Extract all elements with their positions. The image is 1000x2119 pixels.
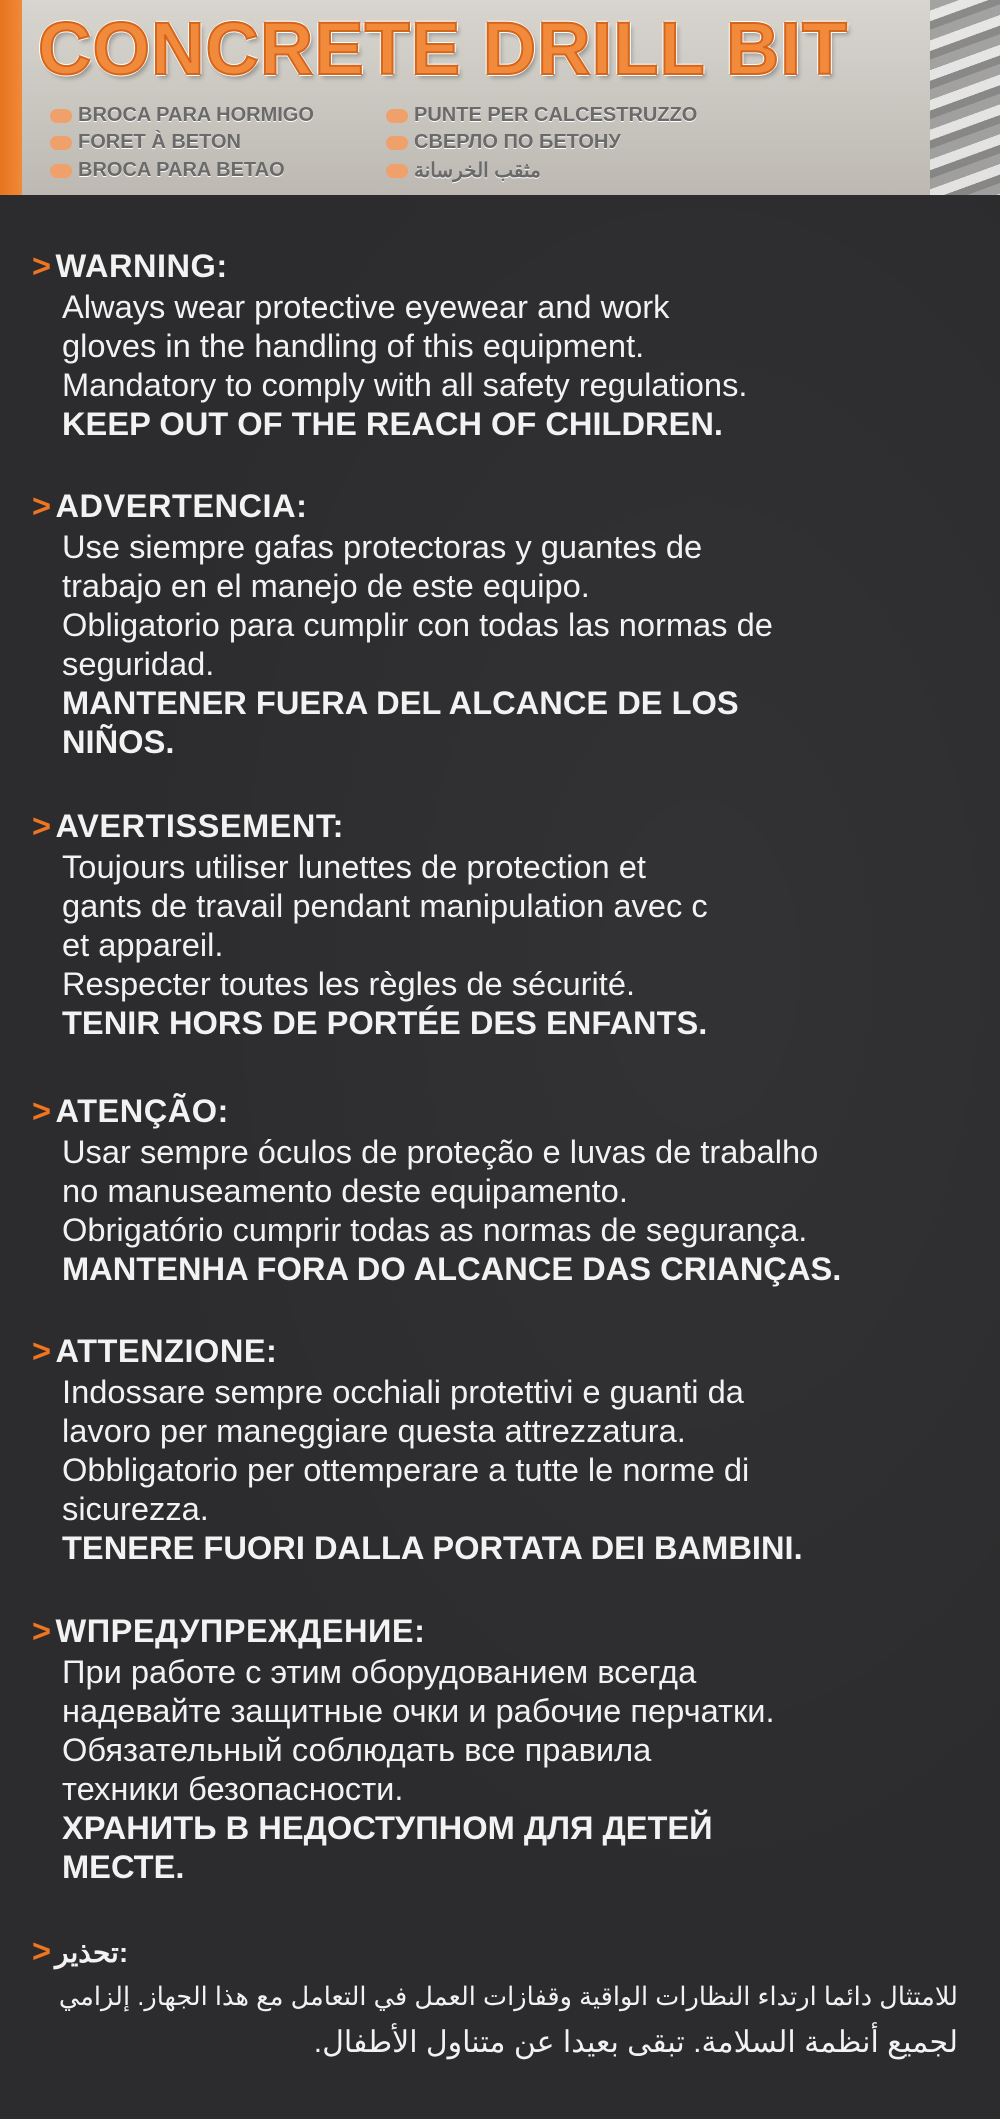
section-title: > ATENÇÃO: bbox=[32, 1093, 229, 1129]
chevron-right-icon: > bbox=[32, 248, 52, 284]
chevron-right-icon: > bbox=[32, 808, 52, 844]
translation-item: FORET À BETON bbox=[50, 131, 380, 154]
translation-item: مثقب الخرسانة bbox=[386, 158, 786, 183]
section-line: gants de travail pendant manipulation avec c bbox=[62, 887, 708, 924]
bullet-icon bbox=[50, 109, 72, 123]
section-bold-line: МЕСТЕ. bbox=[62, 1848, 185, 1885]
chevron-right-icon: > bbox=[32, 488, 52, 524]
title-translations bbox=[50, 104, 910, 183]
section-bold-line: TENIR HORS DE PORTÉE DES ENFANTS. bbox=[62, 1004, 708, 1041]
section-line: no manuseamento deste equipamento. bbox=[62, 1172, 628, 1209]
section-line: надевайте защитные очки и рабочие перчатки. bbox=[62, 1692, 775, 1729]
section-bold-line: ХРАНИТЬ В НЕДОСТУПНОМ ДЛЯ ДЕТЕЙ bbox=[62, 1809, 713, 1846]
bullet-icon bbox=[386, 136, 408, 150]
warning-section-en bbox=[32, 245, 972, 443]
orange-edge-stripe bbox=[0, 0, 22, 195]
section-line: Indossare sempre occhiali protettivi e guanti da bbox=[62, 1373, 744, 1410]
section-line: Obrigatório cumprir todas as normas de segurança. bbox=[62, 1211, 808, 1248]
section-line: trabajo en el manejo de este equipo. bbox=[62, 567, 590, 604]
section-title: > AVERTISSEMENT: bbox=[32, 808, 345, 844]
bullet-icon bbox=[386, 164, 408, 178]
section-line: Obligatorio para cumplir con todas las normas de bbox=[62, 606, 773, 643]
warnings-panel bbox=[0, 195, 1000, 2119]
section-line: et appareil. bbox=[62, 926, 224, 963]
warning-section-ar bbox=[32, 1930, 972, 2066]
section-line: lavoro per maneggiare questa attrezzatura. bbox=[62, 1412, 686, 1449]
section-line: sicurezza. bbox=[62, 1490, 209, 1527]
section-line: Обязательный соблюдать все правила bbox=[62, 1731, 652, 1768]
section-bold-line: KEEP OUT OF THE REACH OF CHILDREN. bbox=[62, 405, 723, 442]
warning-section-pt bbox=[32, 1090, 972, 1288]
section-bold-line: MANTENHA FORA DO ALCANCE DAS CRIANÇAS. bbox=[62, 1250, 842, 1287]
section-title: > WARNING: bbox=[32, 248, 228, 284]
bullet-icon bbox=[50, 164, 72, 178]
bullet-icon bbox=[50, 136, 72, 150]
chevron-right-icon: > bbox=[32, 1093, 52, 1129]
warning-section-fr bbox=[32, 805, 972, 1042]
section-line: لجميع أنظمة السلامة. تبقى بعيدا عن متناول الأطفال. bbox=[313, 2026, 958, 2059]
product-title: CONCRETE DRILL BIT bbox=[38, 7, 849, 90]
warning-section-it bbox=[32, 1330, 972, 1567]
warning-section-ru bbox=[32, 1610, 972, 1886]
bullet-icon bbox=[386, 109, 408, 123]
section-line: При работе с этим оборудованием всегда bbox=[62, 1653, 697, 1690]
section-line: Obbligatorio per ottemperare a tutte le norme di bbox=[62, 1451, 750, 1488]
product-header bbox=[0, 0, 1000, 195]
section-line: Usar sempre óculos de proteção e luvas de trabalho bbox=[62, 1133, 819, 1170]
translation-item: BROCA PARA BETAO bbox=[50, 158, 380, 183]
section-line: техники безопасности. bbox=[62, 1770, 404, 1807]
chevron-right-icon: > bbox=[32, 1613, 52, 1649]
section-line: Always wear protective eyewear and work bbox=[62, 288, 670, 325]
chevron-right-icon: > bbox=[32, 1333, 52, 1369]
section-title: > WПРЕДУПРЕЖДЕНИЕ: bbox=[32, 1613, 426, 1649]
section-title: > ADVERTENCIA: bbox=[32, 488, 308, 524]
section-line: للامتثال دائما ارتداء النظارات الواقية وقفازات العمل في التعامل مع هذا الجهاز. إلزامي bbox=[58, 1983, 958, 2011]
section-line: gloves in the handling of this equipment. bbox=[62, 327, 645, 364]
section-line: Respecter toutes les règles de sécurité. bbox=[62, 965, 636, 1002]
section-bold-line: TENERE FUORI DALLA PORTATA DEI BAMBINI. bbox=[62, 1529, 803, 1566]
translation-item: BROCA PARA HORMIGO bbox=[50, 104, 380, 127]
section-line: Toujours utiliser lunettes de protection et bbox=[62, 848, 646, 885]
section-title: > ATTENZIONE: bbox=[32, 1333, 278, 1369]
translation-item: СВЕРЛО ПО БЕТОНУ bbox=[386, 131, 786, 154]
section-line: seguridad. bbox=[62, 645, 215, 682]
section-bold-line: MANTENER FUERA DEL ALCANCE DE LOS bbox=[62, 684, 739, 721]
section-line: Mandatory to comply with all safety regulations. bbox=[62, 366, 748, 403]
drill-bit-image bbox=[930, 0, 1000, 195]
chevron-right-icon: > bbox=[32, 1933, 52, 1969]
translation-item: PUNTE PER CALCESTRUZZO bbox=[386, 104, 786, 127]
section-title: > تحذير: bbox=[32, 1933, 129, 1969]
section-bold-line: NIÑOS. bbox=[62, 723, 175, 760]
section-line: Use siempre gafas protectoras y guantes de bbox=[62, 528, 703, 565]
warning-section-es bbox=[32, 485, 972, 761]
